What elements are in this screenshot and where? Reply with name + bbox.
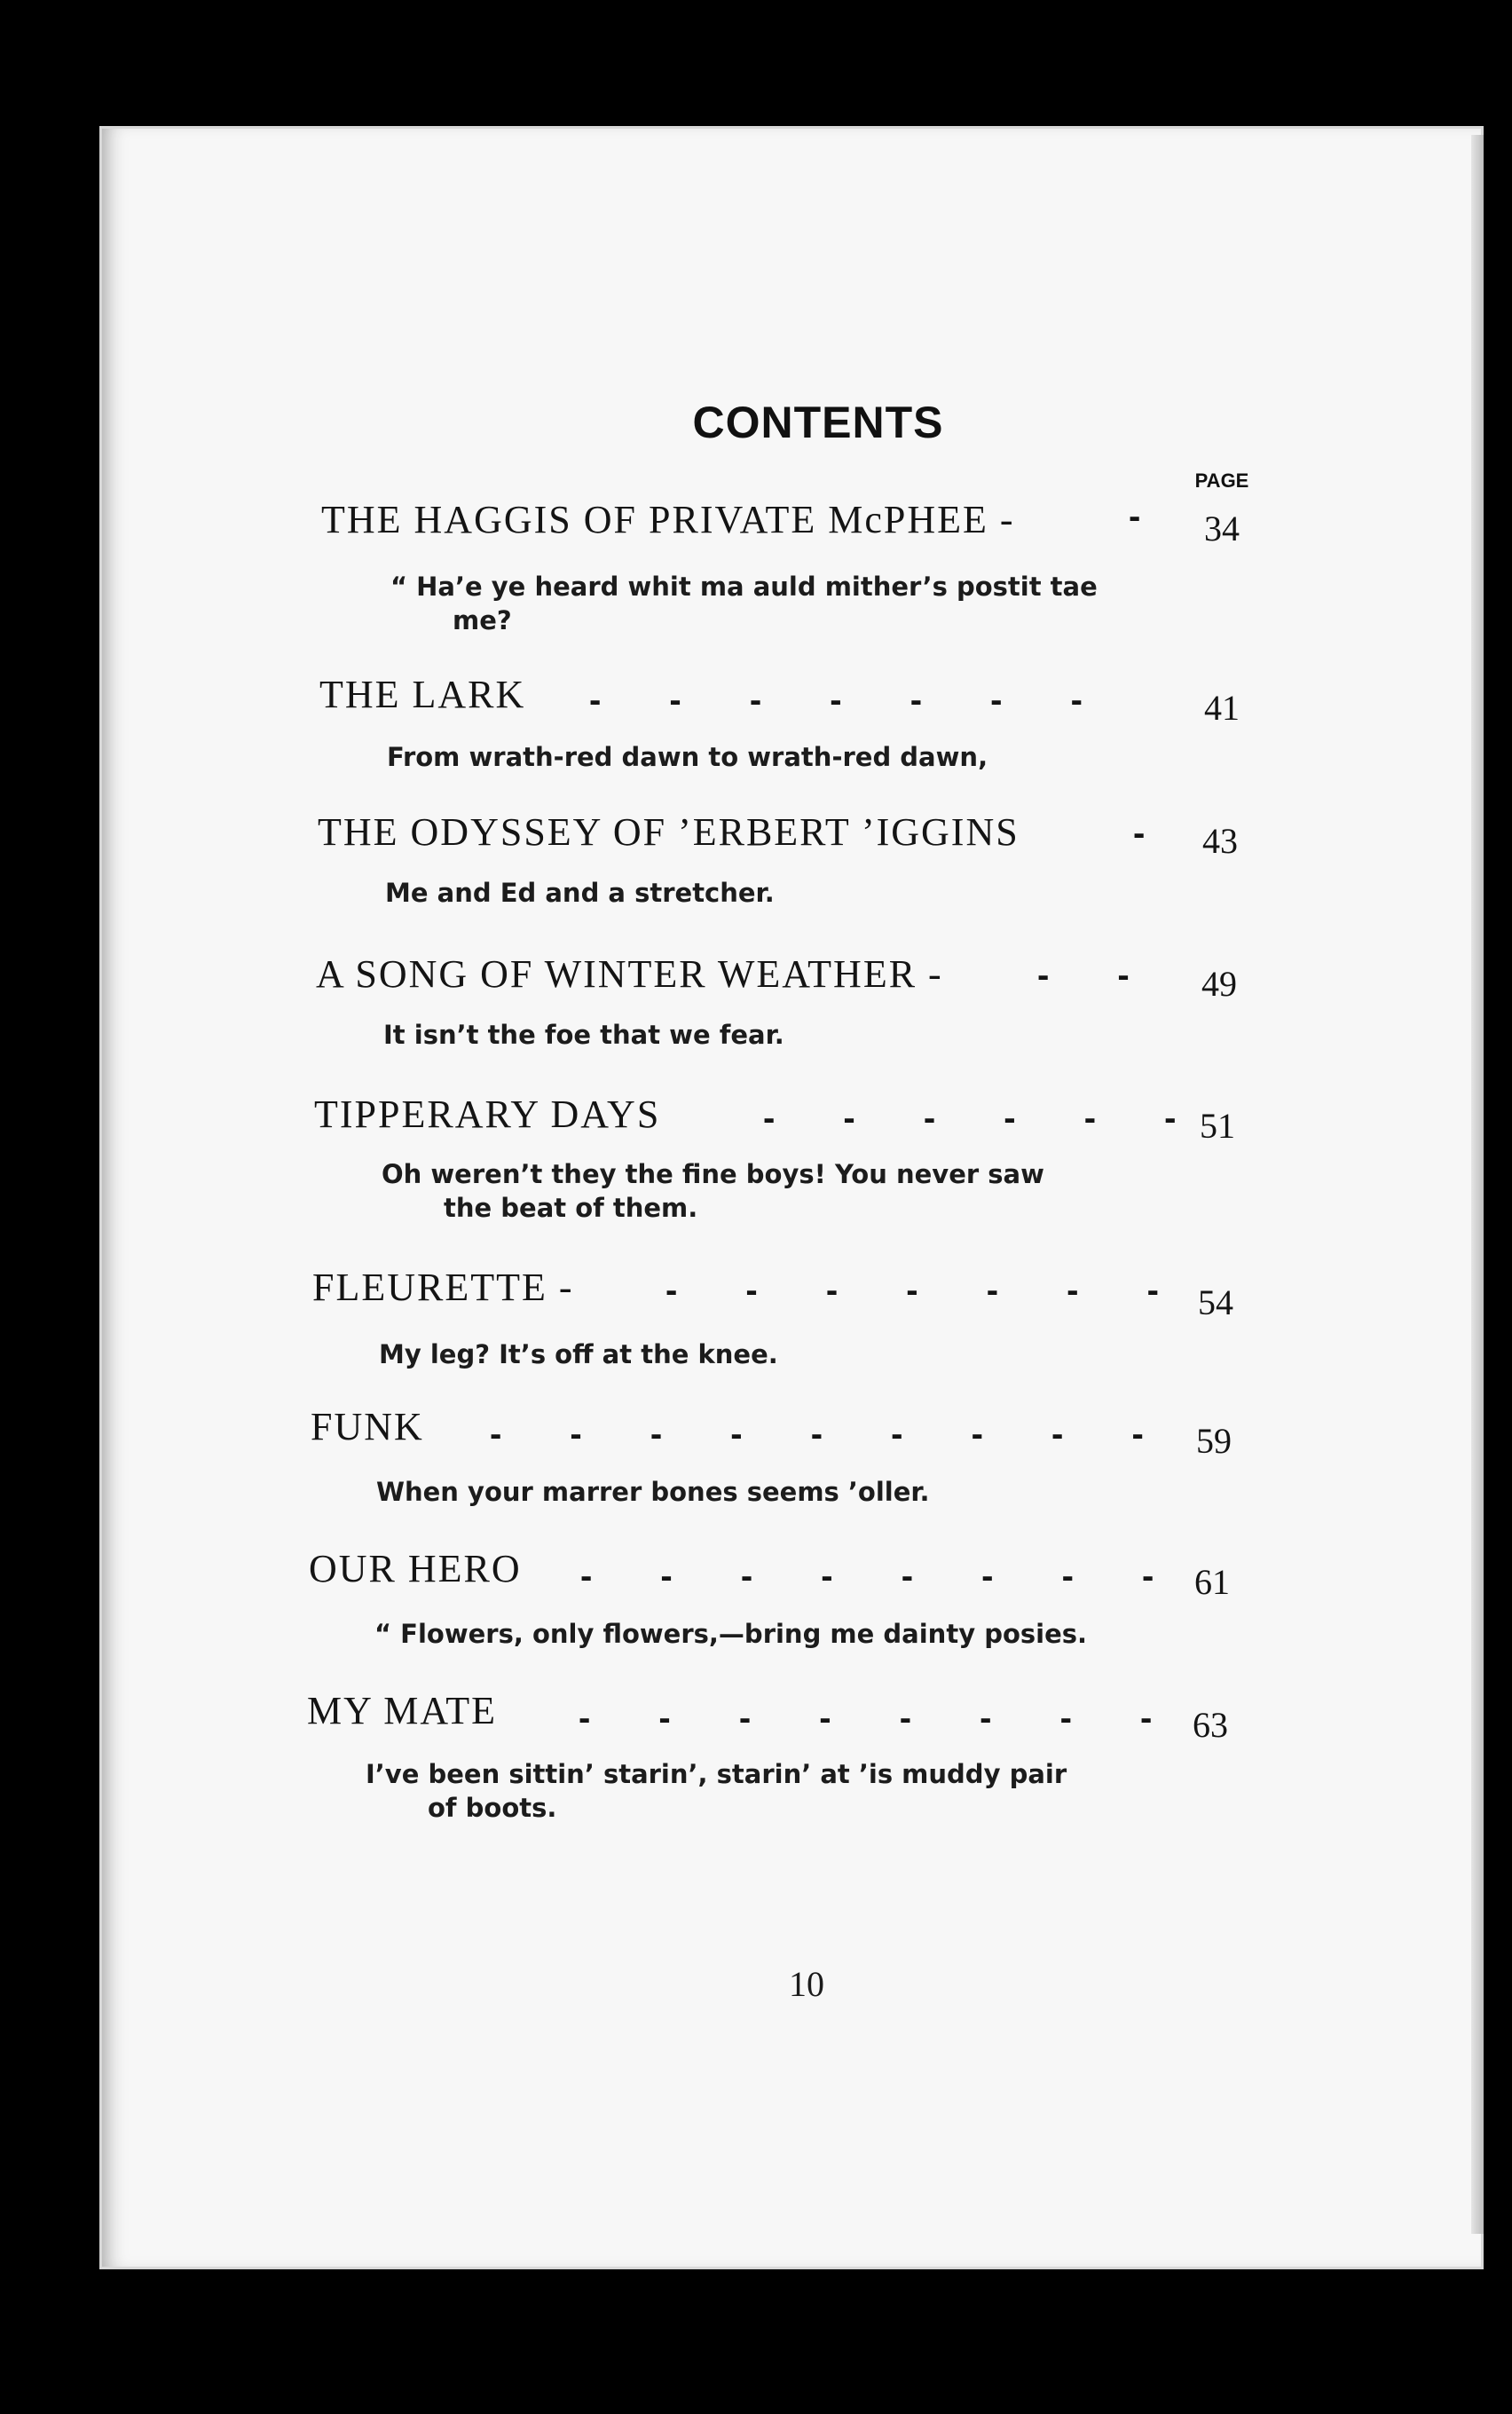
entry-leader: - - - - - - - bbox=[665, 1271, 1188, 1310]
entry-title: A SONG OF WINTER WEATHER - bbox=[316, 952, 943, 996]
first-line-text: When your marrer bones seems ’oller. bbox=[376, 1477, 930, 1507]
first-line-continuation: the beat of them. bbox=[444, 1193, 698, 1223]
entry-leader: - bbox=[1129, 497, 1170, 536]
entry-title: TIPPERARY DAYS bbox=[314, 1093, 661, 1136]
entry-first-line bbox=[382, 1157, 1162, 1225]
first-line-text: “ Ha’e ye heard whit ma auld mither’s postit tae bbox=[390, 572, 1098, 602]
first-line-text: I’ve been sittin’ starin’, starin’ at ’is muddy pair bbox=[366, 1759, 1067, 1789]
entry-first-line bbox=[385, 876, 1166, 910]
entry-leader: - - - - - - bbox=[763, 1099, 1206, 1138]
entry-page-number: 63 bbox=[1193, 1705, 1228, 1745]
entry-title: THE LARK bbox=[319, 673, 526, 716]
first-line-text: From wrath-red dawn to wrath-red dawn, bbox=[387, 742, 988, 772]
entry-first-line bbox=[366, 1757, 1146, 1825]
entry-leader: - - - - - - - - bbox=[580, 1557, 1184, 1596]
entry-title: THE ODYSSEY OF ’ERBERT ’IGGINS bbox=[318, 810, 1020, 854]
entry-first-line bbox=[379, 1337, 1160, 1371]
contents-page bbox=[99, 126, 1484, 2269]
entry-title: OUR HERO bbox=[309, 1547, 522, 1590]
entry-first-line bbox=[390, 570, 1171, 637]
entry-page-number: 34 bbox=[1204, 509, 1240, 548]
first-line-continuation: of boots. bbox=[428, 1793, 557, 1823]
page-number-folio: 10 bbox=[789, 1964, 824, 2004]
entry-title: FLEURETTE - bbox=[312, 1266, 574, 1309]
contents-heading: CONTENTS bbox=[692, 398, 944, 447]
entry-first-line bbox=[374, 1617, 1155, 1651]
entry-page-number: 59 bbox=[1196, 1421, 1232, 1461]
entry-page-number: 61 bbox=[1194, 1562, 1230, 1602]
first-line-continuation: me? bbox=[453, 605, 512, 635]
entry-title: MY MATE bbox=[307, 1689, 498, 1732]
page-column-label: PAGE bbox=[1194, 469, 1249, 492]
entry-page-number: 43 bbox=[1202, 821, 1238, 861]
first-line-text: My leg? It’s off at the knee. bbox=[379, 1339, 778, 1369]
entry-first-line bbox=[387, 740, 1168, 774]
entry-page-number: 41 bbox=[1204, 688, 1240, 728]
entry-leader: - - - - - - - - bbox=[579, 1699, 1182, 1738]
first-line-text: It isn’t the foe that we fear. bbox=[383, 1020, 784, 1050]
first-line-text: “ Flowers, only flowers,—bring me dainty posies. bbox=[374, 1619, 1088, 1649]
entry-title: THE HAGGIS OF PRIVATE McPHEE - bbox=[321, 498, 1015, 541]
entry-leader: - - - - - - - bbox=[589, 681, 1112, 720]
entry-title: FUNK bbox=[311, 1405, 424, 1448]
entry-first-line bbox=[376, 1475, 1157, 1509]
entry-leader: - - bbox=[1037, 956, 1159, 995]
book-page bbox=[99, 126, 1484, 2269]
entry-leader: - bbox=[1133, 814, 1175, 853]
entry-first-line bbox=[383, 1018, 1164, 1052]
entry-page-number: 49 bbox=[1201, 964, 1237, 1004]
entry-page-number: 54 bbox=[1198, 1282, 1233, 1322]
first-line-text: Me and Ed and a stretcher. bbox=[385, 878, 775, 908]
entry-page-number: 51 bbox=[1200, 1106, 1235, 1146]
entry-leader: - - - - - - - - - bbox=[490, 1415, 1173, 1454]
first-line-text: Oh weren’t they the fine boys! You never saw bbox=[382, 1159, 1044, 1189]
